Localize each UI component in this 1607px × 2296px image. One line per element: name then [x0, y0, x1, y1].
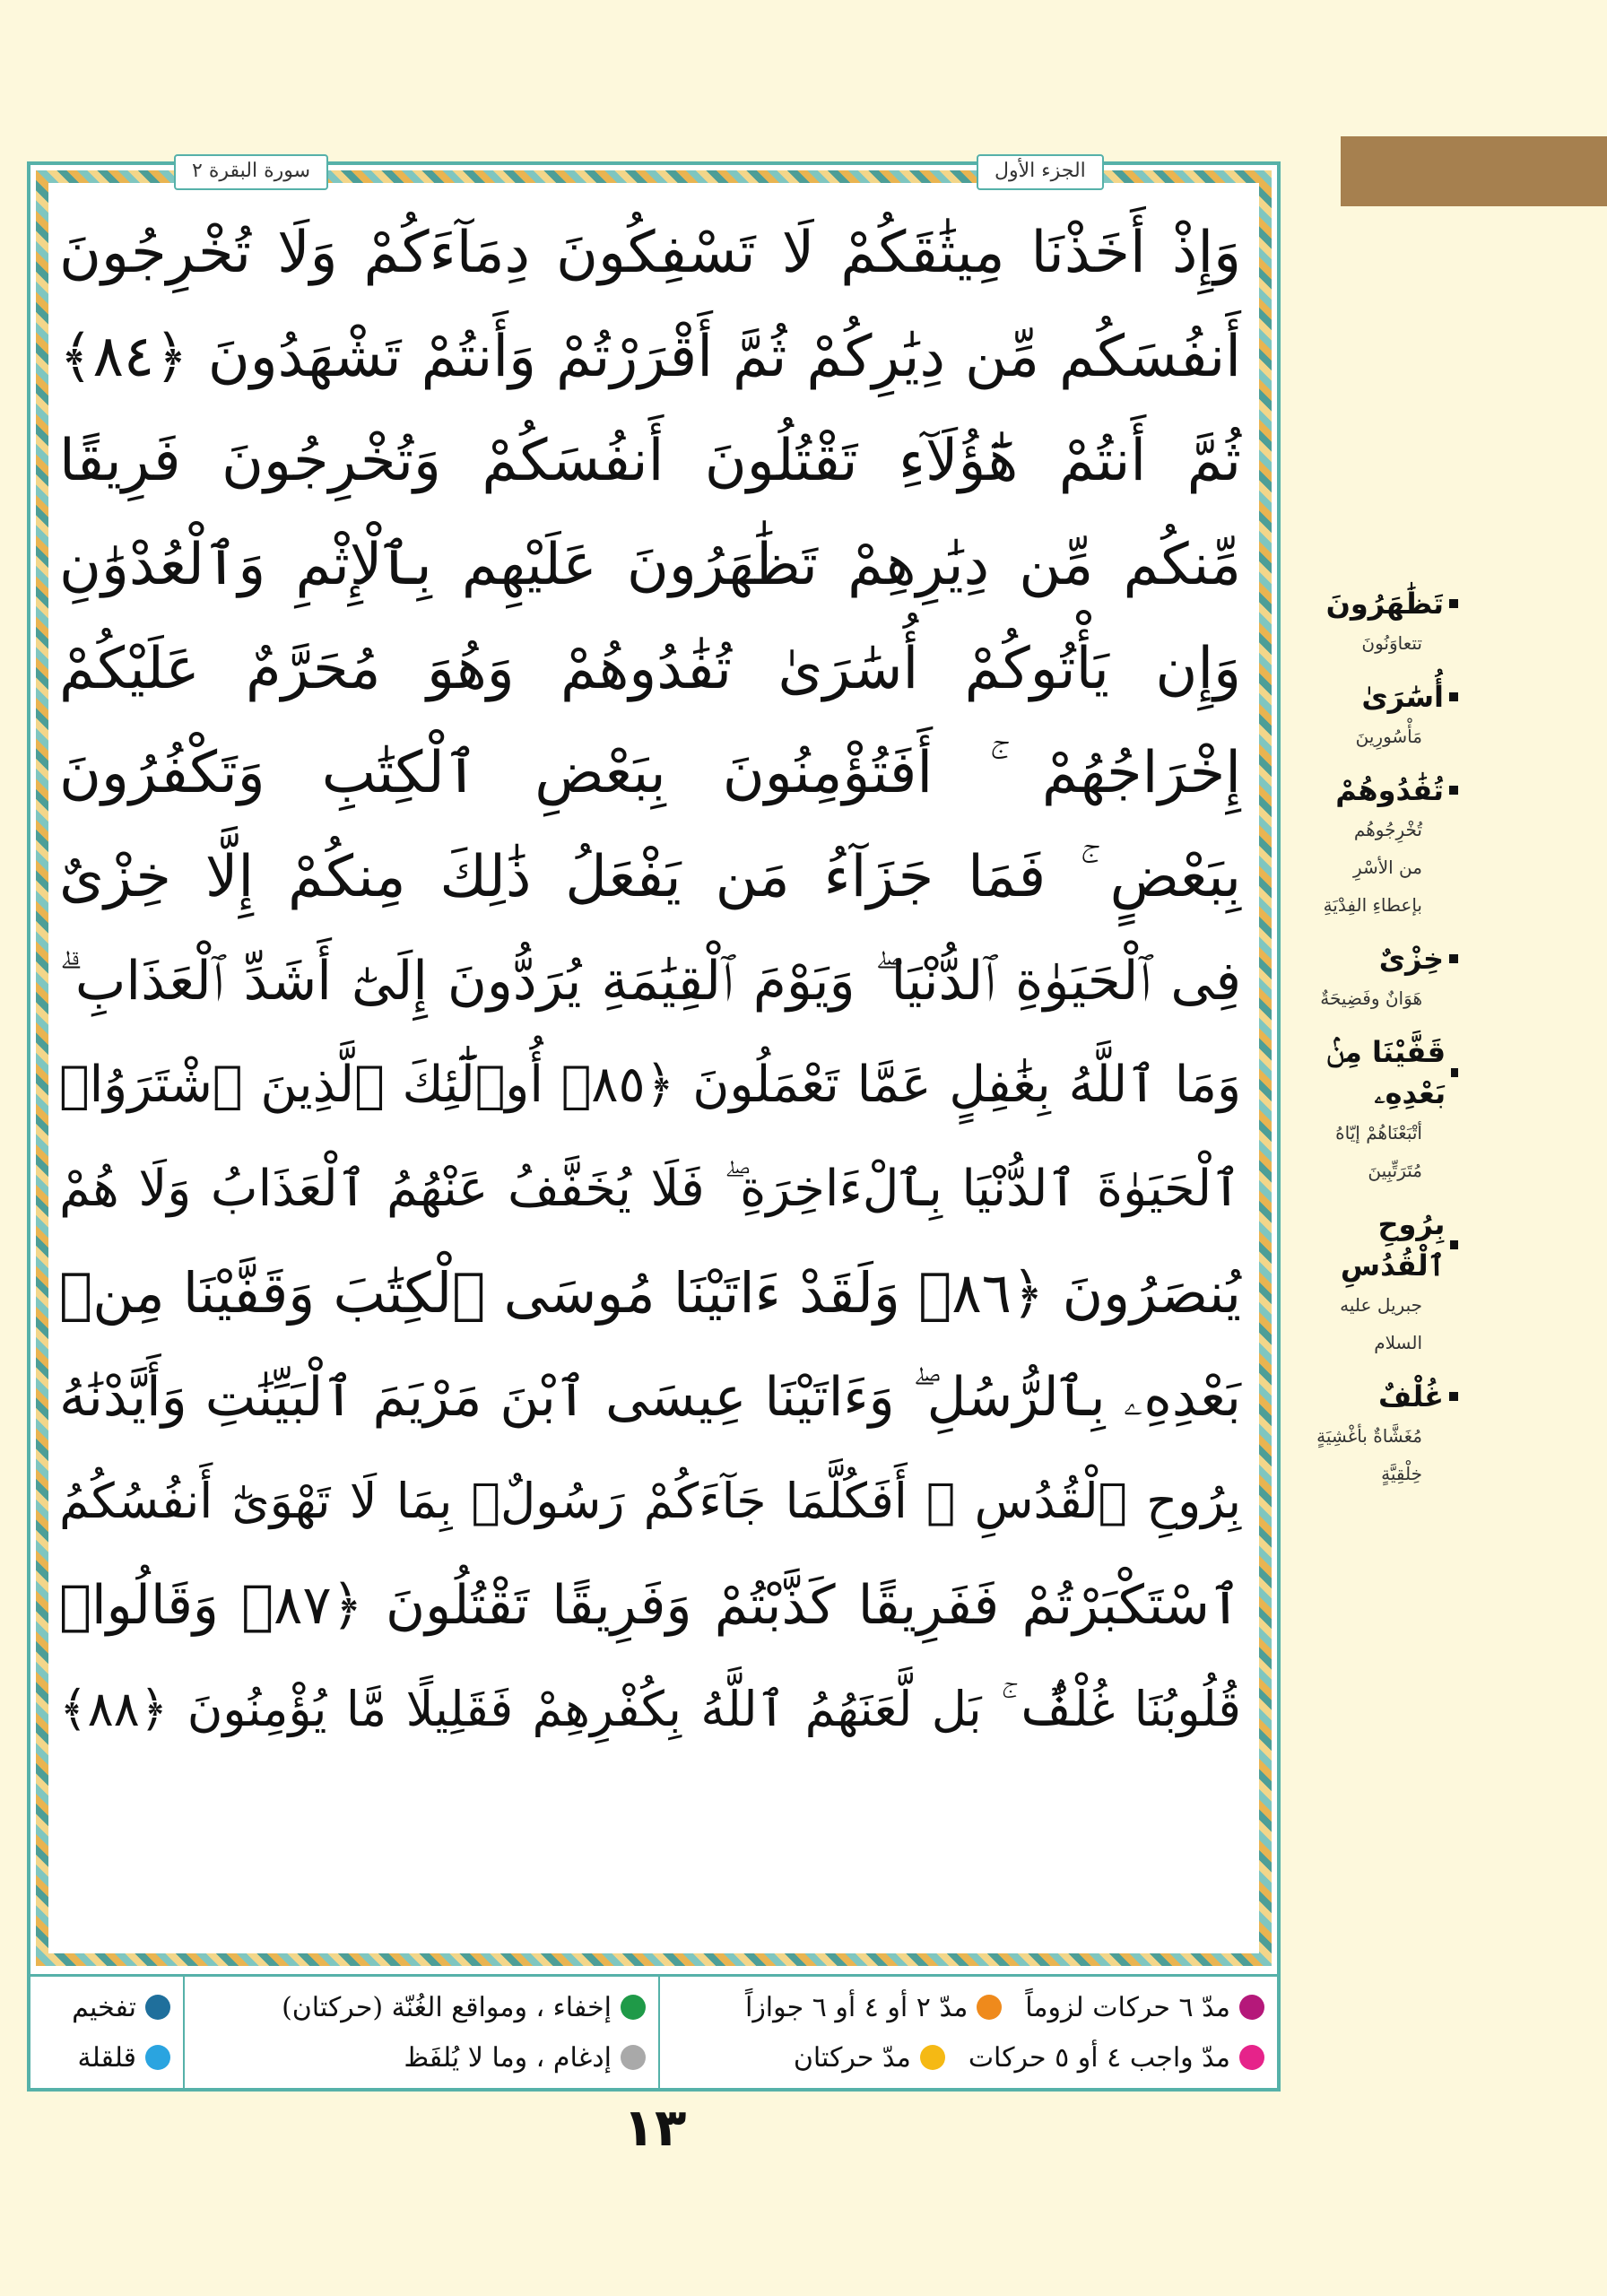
color-dot-icon — [1239, 2045, 1264, 2070]
juz-tab-marker — [1341, 136, 1607, 206]
glossary-entry: أُسَٰرَىٰ مَأْسُورِينَ — [1288, 676, 1458, 755]
juz-label: الجزء الأول — [977, 154, 1104, 190]
color-dot-icon — [977, 1995, 1002, 2020]
verse-line: ٱلْحَيَوٰةَ ٱلدُّنْيَا بِٱلْءَاخِرَةِ ۖ فَلَا يُخَفَّفُ عَنْهُمُ ٱلْعَذَابُ وَلَا هُمْ — [59, 1160, 1241, 1218]
bullet-icon — [1449, 954, 1458, 963]
surah-label: سورة البقرة ٢ — [174, 154, 328, 190]
verse-line: أَنفُسَكُم مِّن دِيَٰرِكُمْ ثُمَّ أَقْرَرْتُمْ وَأَنتُمْ تَشْهَدُونَ ﴿٨٤﴾ — [59, 324, 1241, 390]
verse-line: ٱسْتَكْبَرْتُمْ فَفَرِيقًا كَذَّبْتُمْ وَفَرِيقًا تَقْتُلُونَ ﴿٨٧﴾ وَقَالُوا۟ — [59, 1574, 1242, 1637]
color-dot-icon — [145, 2045, 170, 2070]
legend-madd: مدّ ٦ حركات لزوماً مدّ ٢ أو ٤ أو ٦ جوازاً مدّ واجب ٤ أو ٥ حركات مدّ حركتان — [658, 1977, 1277, 2088]
verse-line: بِرُوحِ ٱلْقُدُسِ ۗ أَفَكُلَّمَا جَآءَكُمْ رَسُولٌۢ بِمَا لَا تَهْوَىٰٓ أَنفُسُكُمُ — [59, 1473, 1241, 1529]
legend-ikhfa: إخفاء ، ومواقع الغُنّة (حركتان) إدغام ، وما لا يُلفَظ — [183, 1977, 658, 2088]
verse-line: إِخْرَاجُهُمْ ۚ أَفَتُؤْمِنُونَ بِبَعْضِ ٱلْكِتَٰبِ وَتَكْفُرُونَ — [59, 740, 1241, 806]
color-dot-icon — [621, 1995, 646, 2020]
glossary-entry: غُلْفٌ مُغَشَّاةٌ بأغْشِيَةٍ خِلْقِيَّةٍ — [1288, 1376, 1458, 1492]
glossary-entry: تُفَٰدُوهُمْ تُخْرِجُوهُم من الأسْرِ بإعطاءِ الفِدْيَةِ — [1288, 770, 1458, 924]
mushaf-page-frame — [27, 161, 1281, 2092]
bullet-icon — [1449, 786, 1458, 795]
page-number: ١٣ — [622, 2097, 687, 2158]
verse-line: مِّنكُم مِّن دِيَٰرِهِمْ تَظَٰهَرُونَ عَلَيْهِم بِٱلْإِثْمِ وَٱلْعُدْوَٰنِ — [59, 532, 1241, 598]
verse-line: وَإِذْ أَخَذْنَا مِيثَٰقَكُمْ لَا تَسْفِكُونَ دِمَآءَكُمْ وَلَا تُخْرِجُونَ — [59, 220, 1241, 286]
verse-line: يُنصَرُونَ ﴿٨٦﴾ وَلَقَدْ ءَاتَيْنَا مُوسَى ٱلْكِتَٰبَ وَقَفَّيْنَا مِنۢ — [59, 1260, 1241, 1326]
bullet-icon — [1449, 1392, 1458, 1401]
color-dot-icon — [621, 2045, 646, 2070]
bullet-icon — [1449, 599, 1458, 608]
verse-line: وَمَا ٱللَّهُ بِغَٰفِلٍ عَمَّا تَعْمَلُونَ ﴿٨٥﴾ أُو۟لَٰٓئِكَ ٱلَّذِينَ ٱشْتَرَوُا۟ — [59, 1056, 1241, 1114]
glossary-entry: تَظَٰهَرُونَ تتعاوَنُونَ — [1288, 583, 1458, 662]
quran-text — [59, 201, 1241, 1761]
verse-line: بَعْدِهِۦ بِٱلرُّسُلِ ۖ وَءَاتَيْنَا عِيسَى ٱبْنَ مَرْيَمَ ٱلْبَيِّنَٰتِ وَأَيَّدْنَٰهُ — [59, 1366, 1241, 1429]
glossary-entry: قَفَّيْنَا مِنۢ بَعْدِهِۦ أتْبَعْنَاهُمْ إيّاهُ مُتَرَتِّبِينَ — [1288, 1031, 1458, 1189]
bullet-icon — [1451, 1068, 1458, 1077]
glossary-entry: خِزْىٌ هَوَانٌ وفَضِيحَةٌ — [1288, 938, 1458, 1017]
color-dot-icon — [920, 2045, 945, 2070]
verse-line: بِبَعْضٍ ۚ فَمَا جَزَآءُ مَن يَفْعَلُ ذَٰلِكَ مِنكُمْ إِلَّا خِزْىٌ — [59, 844, 1241, 910]
legend-tafkhim: تفخيم قلقلة — [30, 1977, 183, 2088]
bullet-icon — [1449, 692, 1458, 701]
glossary-sidebar — [1288, 583, 1458, 1507]
bullet-icon — [1450, 1240, 1458, 1249]
verse-line: قُلُوبُنَا غُلْفٌۢ ۚ بَل لَّعَنَهُمُ ٱللَّهُ بِكُفْرِهِمْ فَقَلِيلًا مَّا يُؤْمِنُونَ ﴿٨٨﴾ — [59, 1681, 1241, 1737]
color-dot-icon — [1239, 1995, 1264, 2020]
verse-line: وَإِن يَأْتُوكُمْ أُسَٰرَىٰ تُفَٰدُوهُمْ وَهُوَ مُحَرَّمٌ عَلَيْكُمْ — [59, 636, 1241, 702]
verse-line: فِى ٱلْحَيَوٰةِ ٱلدُّنْيَا ۖ وَيَوْمَ ٱلْقِيَٰمَةِ يُرَدُّونَ إِلَىٰٓ أَشَدِّ ٱلْعَذَابِ ۗ — [59, 950, 1241, 1013]
glossary-entry: بِرُوحِ ٱلْقُدُسِ جبريل عليه السلام — [1288, 1204, 1458, 1361]
verse-line: ثُمَّ أَنتُمْ هَٰٓؤُلَآءِ تَقْتُلُونَ أَنفُسَكُمْ وَتُخْرِجُونَ فَرِيقًا — [59, 428, 1241, 494]
tajweed-legend — [30, 1974, 1277, 2088]
color-dot-icon — [145, 1995, 170, 2020]
